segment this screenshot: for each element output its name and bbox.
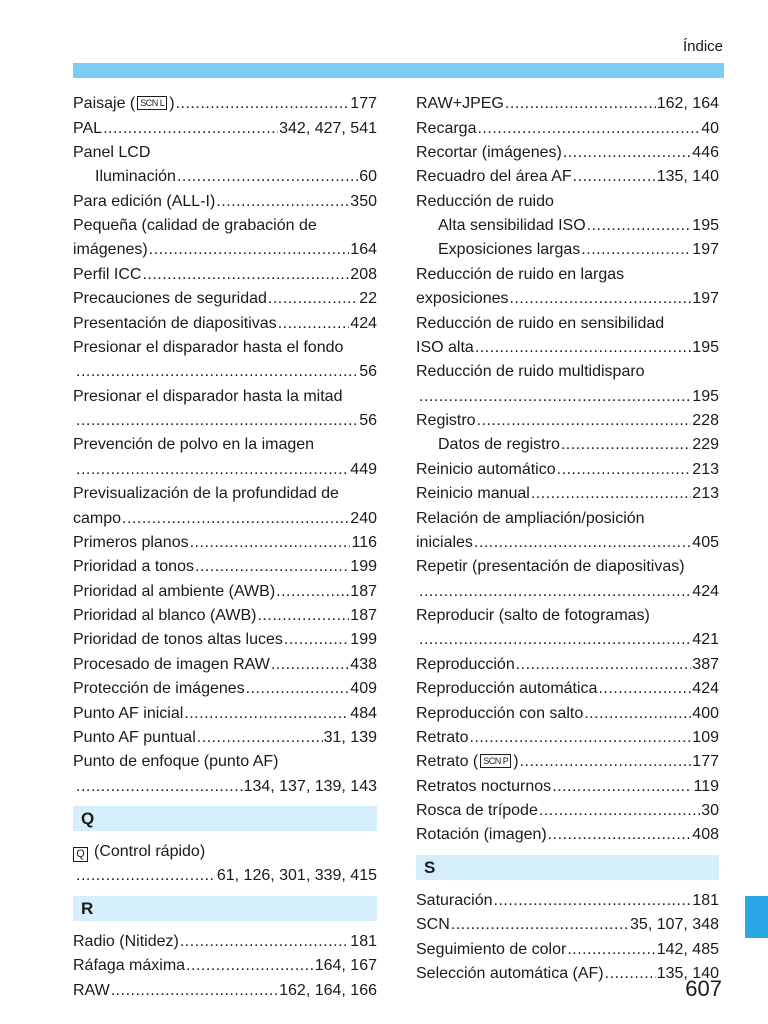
entry-page-ref: 408 bbox=[692, 826, 719, 844]
index-entry bbox=[416, 409, 719, 433]
entry-term: Reproducción con salto bbox=[416, 704, 584, 722]
entry-term bbox=[416, 751, 519, 773]
index-entry bbox=[73, 978, 377, 1002]
quick-control-icon: Q bbox=[73, 847, 88, 862]
entry-page-ref: 424 bbox=[692, 582, 719, 600]
entry-term: Seguimiento de color bbox=[416, 940, 567, 958]
index-entry bbox=[73, 263, 377, 287]
entry-term: Reinicio automático bbox=[416, 460, 556, 478]
dot-leader bbox=[573, 166, 656, 188]
dot-leader bbox=[268, 288, 358, 310]
index-entry-heading: Reducción de ruido en largas bbox=[416, 265, 625, 283]
index-entry-heading: Relación de ampliación/posición bbox=[416, 509, 645, 527]
index-entry bbox=[416, 937, 719, 961]
dot-leader bbox=[76, 361, 358, 383]
entry-term: Reproducción bbox=[416, 655, 515, 673]
index-entry bbox=[73, 409, 377, 433]
index-group-q bbox=[73, 840, 377, 889]
entry-term: Registro bbox=[416, 412, 476, 430]
index-entry bbox=[416, 580, 719, 604]
entry-term: Para edición (ALL-I) bbox=[73, 192, 216, 210]
dot-leader bbox=[142, 264, 349, 286]
dot-leader bbox=[186, 955, 314, 977]
index-entry-heading: Reducción de ruido en sensibilidad bbox=[416, 314, 665, 332]
index-entry bbox=[416, 336, 719, 360]
dot-leader bbox=[177, 166, 358, 188]
scene-mode-icon: SCN L bbox=[137, 96, 167, 110]
entry-term: ISO alta bbox=[416, 338, 474, 356]
entry-term: Prioridad al ambiente (AWB) bbox=[73, 582, 276, 600]
dot-leader bbox=[76, 865, 216, 887]
entry-page-ref: 195 bbox=[692, 217, 719, 235]
dot-leader bbox=[587, 215, 692, 237]
index-entry bbox=[416, 458, 719, 482]
dot-leader bbox=[76, 410, 358, 432]
index-entry bbox=[73, 555, 377, 579]
index-entry bbox=[73, 311, 377, 335]
dot-leader bbox=[149, 239, 350, 261]
dot-leader bbox=[469, 727, 691, 749]
entry-term: Recuadro del área AF bbox=[416, 168, 572, 186]
dot-leader bbox=[216, 191, 349, 213]
index-entry bbox=[416, 775, 719, 799]
index-entry bbox=[73, 506, 377, 530]
index-entry bbox=[416, 92, 719, 116]
entry-page-ref: 109 bbox=[692, 728, 719, 746]
entry-page-ref: 449 bbox=[350, 460, 377, 478]
index-entry-heading: Presionar el disparador hasta el fondo bbox=[73, 338, 344, 356]
dot-leader bbox=[510, 288, 692, 310]
entry-page-ref: 162, 164 bbox=[656, 95, 719, 113]
entry-page-ref: 135, 140 bbox=[656, 964, 719, 982]
entry-term: Presentación de diapositivas bbox=[73, 314, 277, 332]
section-header-s: S bbox=[416, 855, 719, 880]
dot-leader bbox=[605, 963, 656, 985]
entry-page-ref: 181 bbox=[692, 891, 719, 909]
entry-page-ref: 199 bbox=[350, 631, 377, 649]
entry-term: Alta sensibilidad ISO bbox=[438, 217, 586, 235]
index-entry bbox=[73, 165, 377, 189]
entry-page-ref: 240 bbox=[350, 509, 377, 527]
index-entry bbox=[416, 628, 719, 652]
dot-leader bbox=[103, 118, 278, 140]
entry-term: RAW+JPEG bbox=[416, 95, 504, 113]
entry-term: Procesado de imagen RAW bbox=[73, 655, 270, 673]
index-entry bbox=[416, 726, 719, 750]
entry-term: Prioridad de tonos altas luces bbox=[73, 631, 283, 649]
index-entry bbox=[73, 360, 377, 384]
dot-leader bbox=[195, 556, 349, 578]
entry-page-ref: 197 bbox=[692, 290, 719, 308]
entry-page-ref: 213 bbox=[692, 460, 719, 478]
dot-leader bbox=[477, 118, 700, 140]
entry-term: Punto AF inicial bbox=[73, 704, 184, 722]
entry-page-ref: 195 bbox=[692, 387, 719, 405]
entry-page-ref: 187 bbox=[350, 607, 377, 625]
index-entry bbox=[416, 962, 719, 986]
entry-page-ref: 409 bbox=[350, 680, 377, 698]
entry-page-ref: 438 bbox=[350, 655, 377, 673]
dot-leader bbox=[419, 629, 691, 651]
index-group-p bbox=[73, 92, 377, 799]
dot-leader bbox=[122, 508, 349, 530]
entry-page-ref: 199 bbox=[350, 558, 377, 576]
dot-leader bbox=[557, 459, 692, 481]
index-entry-heading: Repetir (presentación de diapositivas) bbox=[416, 558, 685, 576]
dot-leader bbox=[246, 678, 350, 700]
entry-page-ref: 142, 485 bbox=[656, 940, 719, 958]
index-entry bbox=[73, 726, 377, 750]
index-entry bbox=[416, 433, 719, 457]
entry-term: Primeros planos bbox=[73, 533, 189, 551]
entry-page-ref: 350 bbox=[350, 192, 377, 210]
index-entry bbox=[416, 165, 719, 189]
entry-term: Recarga bbox=[416, 119, 477, 137]
entry-term: Datos de registro bbox=[438, 436, 560, 454]
index-entry-heading: Pequeña (calidad de grabación de bbox=[73, 217, 317, 235]
index-entry bbox=[73, 92, 377, 116]
entry-term: Rotación (imagen) bbox=[416, 826, 547, 844]
entry-term: Retrato bbox=[416, 728, 469, 746]
entry-page-ref: 181 bbox=[350, 932, 377, 950]
section-header-r: R bbox=[73, 896, 377, 921]
entry-page-ref: 197 bbox=[692, 241, 719, 259]
entry-term: Retratos nocturnos bbox=[416, 777, 552, 795]
dot-leader bbox=[184, 703, 349, 725]
entry-term: Exposiciones largas bbox=[438, 241, 581, 259]
entry-page-ref: 135, 140 bbox=[656, 168, 719, 186]
entry-term: Reproducción automática bbox=[416, 680, 598, 698]
entry-term: Precauciones de seguridad bbox=[73, 290, 267, 308]
dot-leader bbox=[176, 93, 350, 115]
entry-page-ref: 187 bbox=[350, 582, 377, 600]
entry-page-ref: 177 bbox=[350, 95, 377, 113]
dot-leader bbox=[451, 914, 629, 936]
entry-term: Saturación bbox=[416, 891, 493, 909]
index-entry-heading: Panel LCD bbox=[73, 143, 151, 161]
entry-term-text: Paisaje ( bbox=[73, 95, 136, 113]
entry-term: Protección de imágenes bbox=[73, 680, 245, 698]
entry-page-ref: 421 bbox=[692, 631, 719, 649]
dot-leader bbox=[278, 313, 350, 335]
entry-term: Prioridad al blanco (AWB) bbox=[73, 607, 257, 625]
section-header-q: Q bbox=[73, 806, 377, 831]
dot-leader bbox=[520, 751, 692, 773]
index-group-r-cont bbox=[416, 92, 719, 848]
entry-term: Rosca de trípode bbox=[416, 802, 538, 820]
dot-leader bbox=[257, 605, 349, 627]
index-entry bbox=[416, 889, 719, 913]
dot-leader bbox=[477, 410, 692, 432]
dot-leader bbox=[475, 337, 691, 359]
index-entry-heading: Presionar el disparador hasta la mitad bbox=[73, 387, 343, 405]
index-entry bbox=[416, 823, 719, 847]
entry-page-ref: 31, 139 bbox=[323, 728, 377, 746]
dot-leader bbox=[505, 93, 656, 115]
scene-mode-icon: SCN P bbox=[480, 754, 511, 768]
index-entry bbox=[73, 238, 377, 262]
index-entry bbox=[73, 677, 377, 701]
entry-term-text: Retrato ( bbox=[416, 753, 479, 771]
entry-page-ref: 35, 107, 348 bbox=[630, 916, 719, 934]
dot-leader bbox=[76, 776, 243, 798]
dot-leader bbox=[539, 800, 700, 822]
entry-page-ref: 119 bbox=[693, 777, 719, 795]
entry-page-ref: 213 bbox=[692, 485, 719, 503]
index-entry bbox=[73, 701, 377, 725]
entry-page-ref: 162, 164, 166 bbox=[279, 981, 377, 999]
dot-leader bbox=[581, 239, 691, 261]
entry-page-ref: 342, 427, 541 bbox=[279, 119, 377, 137]
index-entry bbox=[73, 116, 377, 140]
index-entry bbox=[73, 653, 377, 677]
index-entry bbox=[73, 190, 377, 214]
entry-page-ref: 400 bbox=[692, 704, 719, 722]
index-entry-heading: Prevención de polvo en la imagen bbox=[73, 436, 315, 454]
entry-page-ref: 30 bbox=[701, 802, 719, 820]
index-entry bbox=[73, 287, 377, 311]
dot-leader bbox=[276, 581, 349, 603]
dot-leader bbox=[531, 483, 691, 505]
index-entry bbox=[73, 580, 377, 604]
dot-leader bbox=[419, 386, 691, 408]
entry-term: Iluminación bbox=[95, 168, 176, 186]
index-entry bbox=[416, 653, 719, 677]
entry-page-ref: 424 bbox=[350, 314, 377, 332]
header-accent-bar bbox=[73, 63, 724, 78]
entry-term: Prioridad a tonos bbox=[73, 558, 194, 576]
dot-leader bbox=[584, 703, 691, 725]
entry-term: exposiciones bbox=[416, 290, 509, 308]
entry-term: (Control rápido) bbox=[94, 843, 206, 861]
page-number: 607 bbox=[685, 976, 722, 1001]
entry-term: Ráfaga máxima bbox=[73, 957, 186, 975]
entry-page-ref: 164 bbox=[350, 241, 377, 259]
entry-term-text: ) bbox=[513, 753, 519, 771]
entry-page-ref: 208 bbox=[350, 265, 377, 283]
page-header-title: Índice bbox=[682, 38, 723, 55]
index-entry bbox=[416, 677, 719, 701]
dot-leader bbox=[271, 654, 349, 676]
index-entry bbox=[416, 531, 719, 555]
index-entry-heading: Reducción de ruido multidisparo bbox=[416, 363, 645, 381]
index-entry-heading: Reducción de ruido bbox=[416, 192, 554, 210]
entry-page-ref: 56 bbox=[359, 363, 377, 381]
entry-term: Radio (Nitidez) bbox=[73, 932, 179, 950]
dot-leader bbox=[76, 459, 349, 481]
dot-leader bbox=[197, 727, 323, 749]
index-entry bbox=[416, 116, 719, 140]
dot-leader bbox=[111, 980, 278, 1002]
index-entry bbox=[416, 214, 719, 238]
entry-term: RAW bbox=[73, 981, 110, 999]
dot-leader bbox=[284, 629, 349, 651]
index-column-left bbox=[73, 92, 377, 1003]
entry-page-ref: 405 bbox=[692, 533, 719, 551]
entry-page-ref: 195 bbox=[692, 338, 719, 356]
entry-page-ref: 116 bbox=[351, 533, 377, 551]
index-entry-heading: Punto de enfoque (punto AF) bbox=[73, 753, 279, 771]
dot-leader bbox=[563, 142, 691, 164]
entry-term: imágenes) bbox=[73, 241, 148, 259]
entry-page-ref: 387 bbox=[692, 655, 719, 673]
entry-page-ref: 60 bbox=[359, 168, 377, 186]
index-entry bbox=[416, 799, 719, 823]
entry-page-ref: 446 bbox=[692, 143, 719, 161]
entry-term: PAL bbox=[73, 119, 103, 137]
chapter-tab bbox=[745, 896, 768, 938]
index-column-right bbox=[416, 92, 719, 986]
entry-page-ref: 56 bbox=[359, 412, 377, 430]
index-entry bbox=[416, 141, 719, 165]
entry-term: Reinicio manual bbox=[416, 485, 530, 503]
index-entry-heading: Previsualización de la profundidad de bbox=[73, 485, 339, 503]
entry-term: Punto AF puntual bbox=[73, 728, 196, 746]
entry-page-ref: 228 bbox=[692, 412, 719, 430]
entry-page-ref: 40 bbox=[701, 119, 719, 137]
index-entry bbox=[416, 750, 719, 774]
entry-term: Selección automática (AF) bbox=[416, 964, 604, 982]
index-entry bbox=[73, 864, 377, 888]
dot-leader bbox=[419, 581, 691, 603]
entry-page-ref: 484 bbox=[350, 704, 377, 722]
index-group-s bbox=[416, 889, 719, 987]
dot-leader bbox=[552, 776, 692, 798]
index-entry bbox=[73, 628, 377, 652]
entry-page-ref: 424 bbox=[692, 680, 719, 698]
entry-term: iniciales bbox=[416, 533, 473, 551]
index-entry bbox=[416, 482, 719, 506]
dot-leader bbox=[516, 654, 692, 676]
entry-page-ref: 164, 167 bbox=[314, 957, 377, 975]
index-entry bbox=[73, 604, 377, 628]
index-entry bbox=[416, 913, 719, 937]
dot-leader bbox=[598, 678, 691, 700]
index-entry bbox=[73, 930, 377, 954]
index-entry bbox=[73, 840, 377, 864]
entry-term bbox=[73, 93, 175, 115]
index-entry bbox=[73, 531, 377, 555]
dot-leader bbox=[190, 532, 351, 554]
index-entry bbox=[416, 701, 719, 725]
entry-page-ref: 177 bbox=[692, 753, 719, 771]
index-entry bbox=[73, 458, 377, 482]
entry-page-ref: 229 bbox=[692, 436, 719, 454]
dot-leader bbox=[548, 824, 692, 846]
entry-page-ref: 22 bbox=[359, 290, 377, 308]
dot-leader bbox=[180, 931, 349, 953]
index-entry bbox=[416, 287, 719, 311]
dot-leader bbox=[561, 434, 691, 456]
entry-page-ref: 61, 126, 301, 339, 415 bbox=[216, 867, 377, 885]
index-group-r bbox=[73, 930, 377, 1003]
index-entry bbox=[73, 954, 377, 978]
entry-term: Recortar (imágenes) bbox=[416, 143, 562, 161]
index-entry-heading: Reproducir (salto de fotogramas) bbox=[416, 607, 650, 625]
index-entry bbox=[416, 385, 719, 409]
entry-term: SCN bbox=[416, 916, 450, 934]
entry-page-ref: 134, 137, 139, 143 bbox=[243, 777, 377, 795]
dot-leader bbox=[567, 939, 655, 961]
dot-leader bbox=[474, 532, 691, 554]
entry-term: Perfil ICC bbox=[73, 265, 142, 283]
dot-leader bbox=[494, 890, 692, 912]
entry-term: campo bbox=[73, 509, 122, 527]
entry-term-text: ) bbox=[169, 95, 175, 113]
index-entry bbox=[73, 775, 377, 799]
index-entry bbox=[416, 238, 719, 262]
